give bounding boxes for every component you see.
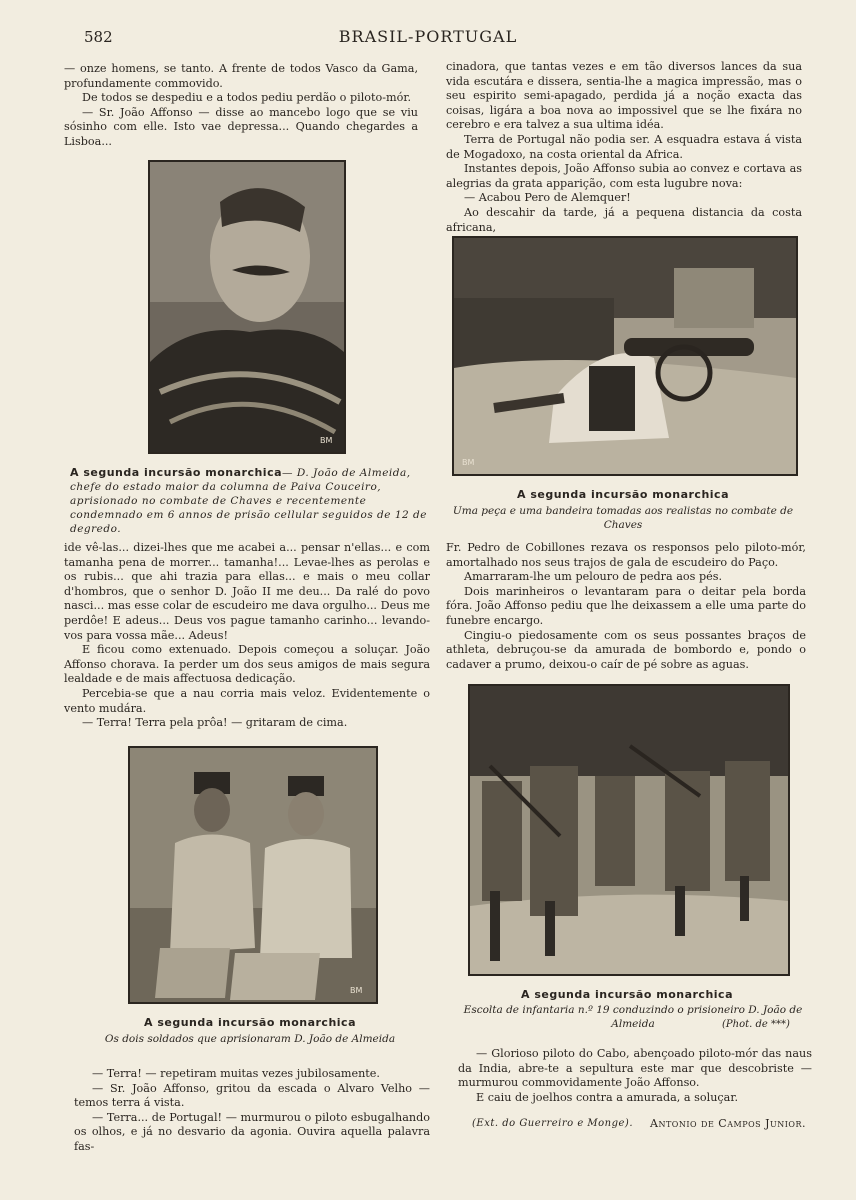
left-column-bottom	[74, 1067, 430, 1155]
paragraph: Ao descahir da tarde, já a pequena distancia da costa africana,	[446, 205, 802, 234]
caption-subtitle: Os dois soldados que aprisionaram D. João de Almeida	[104, 1033, 396, 1045]
escort-photo	[468, 684, 790, 976]
right-column-top	[446, 60, 802, 235]
right-column-middle	[446, 541, 806, 672]
page-title: BRASIL-PORTUGAL	[338, 27, 518, 46]
paragraph: Dois marinheiros o levantaram para o deitar pela borda fóra. João Affonso pediu que lhe deixassem a elle uma parte do funebre encargo.	[446, 584, 806, 627]
paragraph: — onze homens, se tanto. A frente de todos Vasco da Gama, profundamente commovido.	[64, 62, 418, 90]
paragraph: Instantes depois, João Affonso subia ao convez e cortava as alegrias da grata apparição, com esta lugubre nova:	[446, 162, 802, 190]
caption-title: A segunda incursão monarchica	[520, 988, 733, 1001]
caption-heading: A segunda incursão monarchica	[70, 466, 283, 479]
caption-text: — D. João de Almeida, chefe do estado maior da columna de Paiva Couceiro, aprisionado no combate de Chaves e recentemente condemnado em 6 annos de prisão cellular seguidos de 12 de degredo.	[70, 467, 427, 535]
soldiers-photo	[128, 746, 378, 1004]
photo-credit: (Phot. de ***)	[722, 1019, 790, 1030]
left-column-middle	[64, 541, 430, 731]
source-note: (Ext. do Guerreiro e Monge).	[472, 1118, 634, 1129]
paragraph: Fr. Pedro de Cobillones rezava os responsos pelo piloto-mór, amortalhado nos seus trajos de gala de escudeiro do Paço.	[446, 541, 806, 569]
monogram: BM	[350, 986, 363, 995]
cannon-image	[454, 238, 796, 474]
paragraph: Terra de Portugal não podia ser. A esquadra estava á vista de Mogadoxo, na costa oriental da Africa.	[446, 132, 802, 161]
escort-image	[470, 686, 788, 974]
monogram: BM	[320, 436, 333, 445]
caption-subtitle: Uma peça e uma bandeira tomadas aos realistas no combate de Chaves	[452, 505, 794, 531]
page-number: 582	[84, 28, 113, 46]
paragraph: — Sr. João Affonso — disse ao mancebo logo que se viu sósinho com elle. Isto vae depressa... Quando chegardes a Lisboa...	[64, 105, 418, 148]
caption-title: A segunda incursão monarchica	[516, 488, 729, 501]
paragraph: E caiu de joelhos contra a amurada, a soluçar.	[476, 1090, 739, 1104]
paragraph: — Glorioso piloto do Cabo, abençoado piloto-mór das naus da India, abre-te a sepultura este mar que descobriste — murmurou commovidamente João Affonso.	[458, 1047, 812, 1090]
paragraph: cinadora, que tantas vezes e em tão diversos lances da sua vida escutára e dissera, sentia-lhe a magica impressão, mas o seu espirito semi-apagado, perdida já a noção exacta das coisas, ligára a boa nova ao impossivel que se lhe fixára no cerebro e era talvez a sua ultima idéa.	[446, 60, 802, 132]
caption-subtitle: Escolta de infantaria n.º 19 conduzindo o prisioneiro D. João de Almeida	[463, 1004, 803, 1030]
paragraph: — Terra! — repetiram muitas vezes jubilosamente.	[92, 1067, 380, 1080]
paragraph: Amarraram-lhe um pelouro de pedra aos pés.	[464, 570, 723, 584]
paragraph: E ficou como extenuado. Depois começou a soluçar. João Affonso chorava. Ia perder um dos seus amigos de mais segura lealdade e de mais affectuosa dedicação.	[64, 643, 430, 686]
monogram: BM	[462, 458, 475, 467]
paragraph: — Terra! Terra pela prôa! — gritaram de cima.	[82, 716, 348, 730]
paragraph: — Sr. João Affonso, gritou da escada o Alvaro Velho — temos terra á vista.	[74, 1081, 430, 1110]
paragraph: Cingiu-o piedosamente com os seus possantes braços de athleta, debruçou-se da amurada de bombordo e, pondo o cadaver a prumo, deixou-o caír de pé sobre as aguas.	[446, 628, 806, 671]
portrait-photo	[148, 160, 346, 454]
paragraph: Percebia-se que a nau corria mais veloz. Evidentemente o vento mudára.	[64, 686, 430, 715]
paragraph: ide vê-las... dizei-lhes que me acabei a... pensar n'ellas... e com tamanha pena de morrer... tamanha!... Levae-lhes as perolas e os rubis... que ahi trazia para ellas... e mais o meu collar d'hombros, que o senhor D. João II me deu... Da ralé do povo nasci... mas esse colar de escudeiro me dava orgulho... Deus me perdôe! E adeus... Deus vos pague tamanho carinho... levando-vos para vossa mãe... Adeus!	[64, 541, 430, 642]
caption-title: A segunda incursão monarchica	[143, 1016, 356, 1029]
portrait-image	[150, 162, 344, 452]
author-name: Antonio de Campos Junior.	[650, 1117, 806, 1130]
caption-title	[70, 466, 430, 536]
right-column-bottom	[458, 1047, 812, 1105]
left-column-top	[64, 62, 418, 150]
paragraph: — Acabou Pero de Alemquer!	[464, 191, 631, 205]
paragraph: — Terra... de Portugal! — murmurou o piloto esbugalhando os olhos, e já no desvario da agonia. Ouvira aquella palavra fas-	[74, 1110, 430, 1153]
cannon-photo	[452, 236, 798, 476]
soldiers-image	[130, 748, 376, 1002]
paragraph: De todos se despediu e a todos pediu perdão o piloto-mór.	[82, 91, 412, 105]
author-signature	[650, 1117, 806, 1130]
